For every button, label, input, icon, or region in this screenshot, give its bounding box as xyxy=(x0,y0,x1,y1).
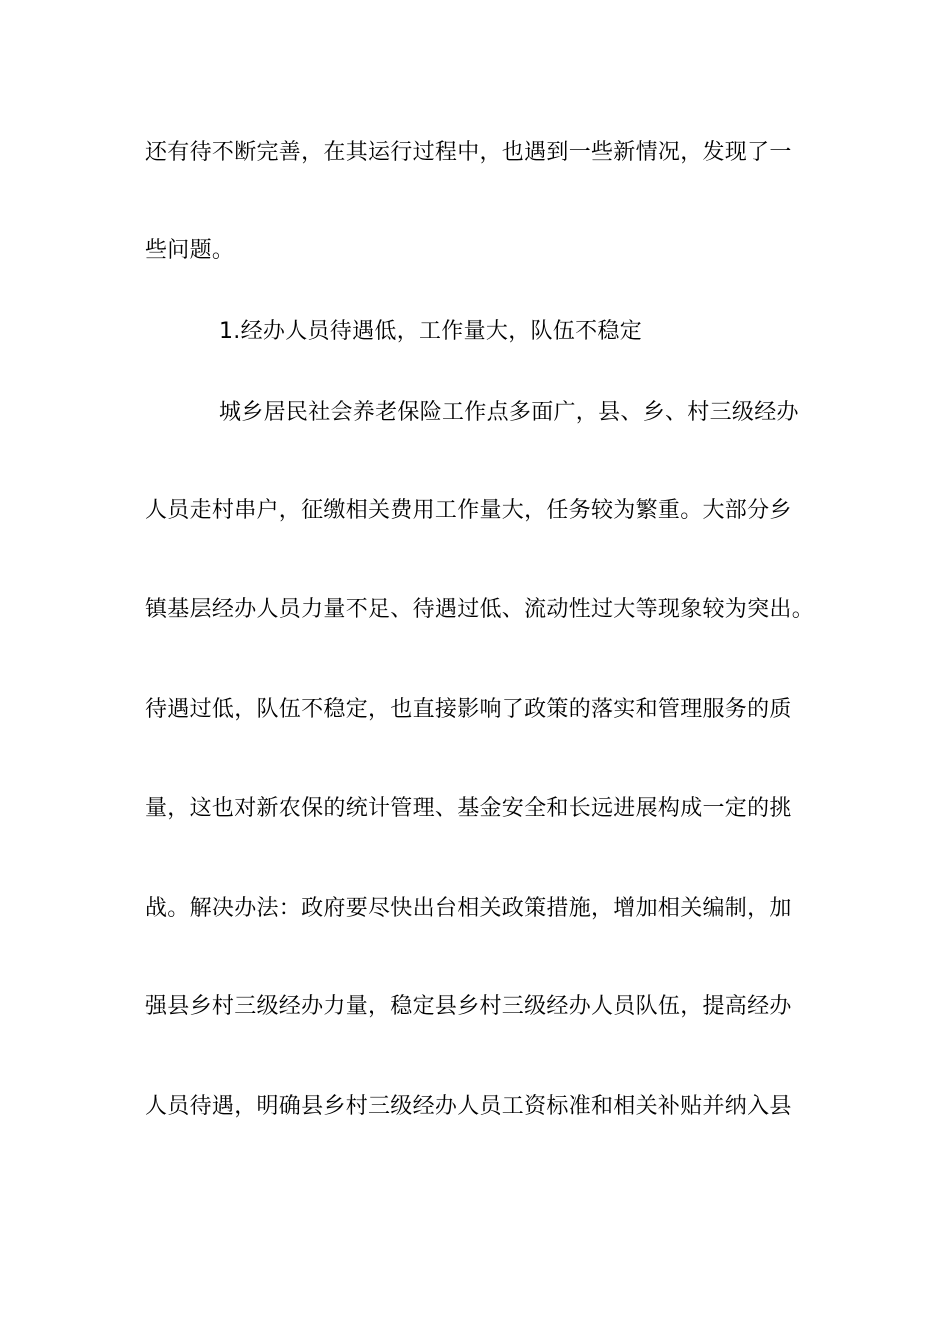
paragraph-line-7: 量，这也对新农保的统计管理、基金安全和长远进展构成一定的挑 xyxy=(145,796,792,821)
paragraph-line-2: 些问题。 xyxy=(145,238,235,263)
paragraph-line-3: 城乡居民社会养老保险工作点多面广，县、乡、村三级经办 xyxy=(219,400,799,425)
paragraph-line-10: 人员待遇，明确县乡村三级经办人员工资标准和相关补贴并纳入县 xyxy=(145,1094,792,1119)
paragraph-line-4: 人员走村串户，征缴相关费用工作量大，任务较为繁重。大部分乡 xyxy=(145,498,792,523)
paragraph-line-1: 还有待不断完善，在其运行过程中，也遇到一些新情况，发现了一 xyxy=(145,140,792,165)
paragraph-line-8: 战。解决办法：政府要尽快出台相关政策措施，增加相关编制，加 xyxy=(145,896,792,921)
paragraph-line-9: 强县乡村三级经办力量，稳定县乡村三级经办人员队伍，提高经办 xyxy=(145,994,792,1019)
paragraph-line-6: 待遇过低，队伍不稳定，也直接影响了政策的落实和管理服务的质 xyxy=(145,697,792,722)
section-heading: 1.经办人员待遇低，工作量大，队伍不稳定 xyxy=(219,319,642,344)
paragraph-line-5: 镇基层经办人员力量不足、待遇过低、流动性过大等现象较为突出。 xyxy=(145,597,815,622)
